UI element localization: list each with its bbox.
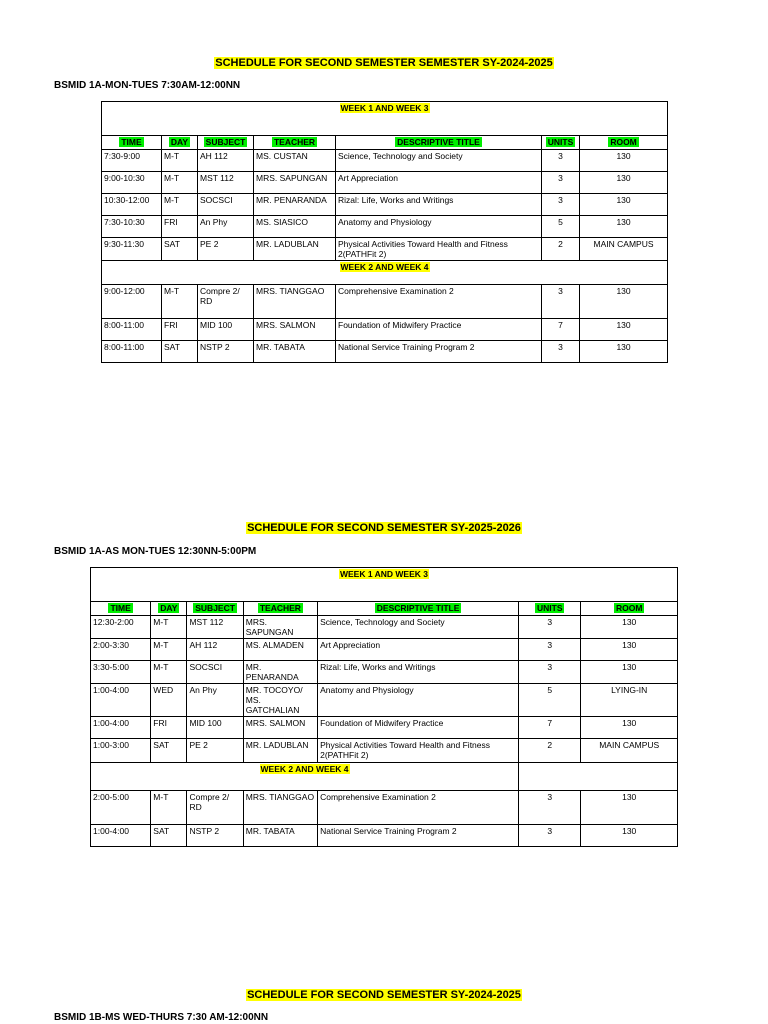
schedule-title-1: SCHEDULE FOR SECOND SEMESTER SEMESTER SY-2024-2025 <box>215 57 553 69</box>
cell-descriptive-title: Anatomy and Physiology <box>318 684 519 717</box>
cell-descriptive-title: Comprehensive Examination 2 <box>318 791 519 825</box>
cell-day: SAT <box>151 825 187 847</box>
cell-room: MAIN CAMPUS <box>581 739 678 763</box>
cell-day: M-T <box>162 172 198 194</box>
cell-units: 3 <box>519 825 581 847</box>
cell-teacher: MS. CUSTAN <box>254 150 336 172</box>
header-day: DAY <box>151 602 187 616</box>
cell-day: M-T <box>162 150 198 172</box>
cell-time: 2:00-3:30 <box>91 639 151 661</box>
header-time: TIME <box>91 602 151 616</box>
cell-time: 8:00-11:00 <box>102 319 162 341</box>
cell-teacher: MR. TABATA <box>243 825 317 847</box>
cell-day: FRI <box>162 319 198 341</box>
cell-units: 5 <box>519 684 581 717</box>
cell-subject: MID 100 <box>187 717 243 739</box>
header-subject: SUBJECT <box>198 136 254 150</box>
cell-units: 3 <box>519 791 581 825</box>
table-row <box>102 216 668 238</box>
table-row <box>102 238 668 261</box>
cell-units: 2 <box>542 238 580 261</box>
cell-day: FRI <box>151 717 187 739</box>
cell-time: 1:00-4:00 <box>91 717 151 739</box>
cell-subject: NSTP 2 <box>187 825 243 847</box>
schedule-table-1 <box>101 101 668 363</box>
header-units: UNITS <box>519 602 581 616</box>
cell-day: M-T <box>151 616 187 639</box>
cell-teacher: MR. TABATA <box>254 341 336 363</box>
cell-subject: MST 112 <box>198 172 254 194</box>
cell-descriptive-title: National Service Training Program 2 <box>318 825 519 847</box>
cell-subject: MST 112 <box>187 616 243 639</box>
cell-time: 9:00-12:00 <box>102 285 162 319</box>
cell-teacher: MRS. SALMON <box>254 319 336 341</box>
cell-units: 3 <box>519 661 581 684</box>
table-row <box>102 150 668 172</box>
header-room: ROOM <box>581 602 678 616</box>
cell-subject: Compre 2/ RD <box>187 791 243 825</box>
cell-descriptive-title: Anatomy and Physiology <box>336 216 542 238</box>
cell-teacher: MR. PENARANDA <box>243 661 317 684</box>
cell-time: 10:30-12:00 <box>102 194 162 216</box>
header-units: UNITS <box>542 136 580 150</box>
week-2-4-heading: WEEK 2 AND WEEK 4 <box>102 261 668 285</box>
schedule-title-2: SCHEDULE FOR SECOND SEMESTER SY-2025-2026 <box>247 522 521 534</box>
cell-room: LYING-IN <box>581 684 678 717</box>
cell-units: 3 <box>519 639 581 661</box>
cell-subject: AH 112 <box>187 639 243 661</box>
cell-subject: PE 2 <box>187 739 243 763</box>
table-row <box>102 285 668 319</box>
cell-descriptive-title: Foundation of Midwifery Practice <box>336 319 542 341</box>
cell-units: 3 <box>542 150 580 172</box>
section-subtitle-2: BSMID 1A-AS MON-TUES 12:30NN-5:00PM <box>54 546 257 557</box>
cell-subject: An Phy <box>198 216 254 238</box>
cell-day: M-T <box>151 661 187 684</box>
cell-descriptive-title: Comprehensive Examination 2 <box>336 285 542 319</box>
cell-units: 3 <box>542 285 580 319</box>
cell-day: WED <box>151 684 187 717</box>
table-row <box>102 341 668 363</box>
header-descriptive-title: DESCRIPTIVE TITLE <box>336 136 542 150</box>
cell-room: 130 <box>580 285 668 319</box>
cell-time: 7:30-9:00 <box>102 150 162 172</box>
cell-units: 5 <box>542 216 580 238</box>
table-row <box>91 684 678 717</box>
cell-time: 1:00-4:00 <box>91 825 151 847</box>
cell-descriptive-title: Science, Technology and Society <box>336 150 542 172</box>
week-2-4-heading: WEEK 2 AND WEEK 4 <box>91 763 519 791</box>
cell-room: 130 <box>581 639 678 661</box>
cell-units: 7 <box>519 717 581 739</box>
week-1-3-heading: WEEK 1 AND WEEK 3 <box>102 102 668 136</box>
table-row <box>91 717 678 739</box>
table-header-row <box>102 136 668 150</box>
header-subject: SUBJECT <box>187 602 243 616</box>
table-row <box>91 791 678 825</box>
cell-descriptive-title: Foundation of Midwifery Practice <box>318 717 519 739</box>
section-subtitle-3: BSMID 1B-MS WED-THURS 7:30 AM-12:00NN <box>54 1012 269 1023</box>
cell-descriptive-title: National Service Training Program 2 <box>336 341 542 363</box>
cell-room: 130 <box>581 661 678 684</box>
cell-teacher: MR. LADUBLAN <box>254 238 336 261</box>
cell-teacher: MR. TOCOYO/ MS. GATCHALIAN <box>243 684 317 717</box>
empty-cell <box>519 763 678 791</box>
week-1-3-heading: WEEK 1 AND WEEK 3 <box>91 568 678 602</box>
cell-time: 7:30-10:30 <box>102 216 162 238</box>
cell-descriptive-title: Art Appreciation <box>318 639 519 661</box>
header-teacher: TEACHER <box>243 602 317 616</box>
cell-descriptive-title: Physical Activities Toward Health and Fitness 2(PATHFit 2) <box>336 238 542 261</box>
cell-time: 9:00-10:30 <box>102 172 162 194</box>
cell-teacher: MRS. SAPUNGAN <box>254 172 336 194</box>
cell-subject: AH 112 <box>198 150 254 172</box>
cell-room: 130 <box>580 216 668 238</box>
cell-subject: SOCSCI <box>198 194 254 216</box>
header-time: TIME <box>102 136 162 150</box>
cell-time: 2:00-5:00 <box>91 791 151 825</box>
table-row <box>102 194 668 216</box>
cell-teacher: MS. ALMADEN <box>243 639 317 661</box>
cell-teacher: MRS. TIANGGAO <box>254 285 336 319</box>
cell-units: 3 <box>542 341 580 363</box>
cell-subject: PE 2 <box>198 238 254 261</box>
table-row <box>91 639 678 661</box>
cell-time: 8:00-11:00 <box>102 341 162 363</box>
cell-room: 130 <box>580 341 668 363</box>
cell-room: 130 <box>580 319 668 341</box>
cell-teacher: MRS. SAPUNGAN <box>243 616 317 639</box>
cell-units: 3 <box>519 616 581 639</box>
cell-time: 3:30-5:00 <box>91 661 151 684</box>
cell-teacher: MRS. TIANGGAO <box>243 791 317 825</box>
cell-day: SAT <box>162 238 198 261</box>
cell-day: M-T <box>151 791 187 825</box>
schedule-title-3: SCHEDULE FOR SECOND SEMESTER SY-2024-2025 <box>247 989 521 1001</box>
table-row <box>102 319 668 341</box>
cell-subject: NSTP 2 <box>198 341 254 363</box>
cell-units: 3 <box>542 172 580 194</box>
table-header-row <box>91 602 678 616</box>
cell-time: 9:30-11:30 <box>102 238 162 261</box>
cell-subject: Compre 2/ RD <box>198 285 254 319</box>
cell-room: 130 <box>581 791 678 825</box>
cell-room: 130 <box>580 172 668 194</box>
cell-room: 130 <box>580 150 668 172</box>
cell-room: 130 <box>581 616 678 639</box>
cell-descriptive-title: Physical Activities Toward Health and Fitness 2(PATHFit 2) <box>318 739 519 763</box>
cell-day: M-T <box>162 285 198 319</box>
cell-day: M-T <box>162 194 198 216</box>
cell-time: 1:00-3:00 <box>91 739 151 763</box>
cell-day: SAT <box>151 739 187 763</box>
header-descriptive-title: DESCRIPTIVE TITLE <box>318 602 519 616</box>
cell-subject: An Phy <box>187 684 243 717</box>
cell-time: 1:00-4:00 <box>91 684 151 717</box>
table-row <box>91 616 678 639</box>
schedule-table-2 <box>90 567 678 847</box>
cell-units: 2 <box>519 739 581 763</box>
cell-room: 130 <box>580 194 668 216</box>
table-row <box>91 825 678 847</box>
cell-teacher: MRS. SALMON <box>243 717 317 739</box>
table-row <box>102 172 668 194</box>
cell-room: 130 <box>581 717 678 739</box>
cell-descriptive-title: Science, Technology and Society <box>318 616 519 639</box>
cell-room: 130 <box>581 825 678 847</box>
cell-time: 12:30-2:00 <box>91 616 151 639</box>
cell-room: MAIN CAMPUS <box>580 238 668 261</box>
table-row <box>91 661 678 684</box>
cell-descriptive-title: Rizal: Life, Works and Writings <box>336 194 542 216</box>
header-teacher: TEACHER <box>254 136 336 150</box>
cell-units: 7 <box>542 319 580 341</box>
cell-day: FRI <box>162 216 198 238</box>
cell-descriptive-title: Rizal: Life, Works and Writings <box>318 661 519 684</box>
section-subtitle-1: BSMID 1A-MON-TUES 7:30AM-12:00NN <box>54 80 241 91</box>
cell-teacher: MR. PENARANDA <box>254 194 336 216</box>
cell-units: 3 <box>542 194 580 216</box>
cell-descriptive-title: Art Appreciation <box>336 172 542 194</box>
header-room: ROOM <box>580 136 668 150</box>
cell-day: SAT <box>162 341 198 363</box>
cell-teacher: MR. LADUBLAN <box>243 739 317 763</box>
table-row <box>91 739 678 763</box>
header-day: DAY <box>162 136 198 150</box>
cell-subject: MID 100 <box>198 319 254 341</box>
cell-day: M-T <box>151 639 187 661</box>
cell-subject: SOCSCI <box>187 661 243 684</box>
cell-teacher: MS. SIASICO <box>254 216 336 238</box>
